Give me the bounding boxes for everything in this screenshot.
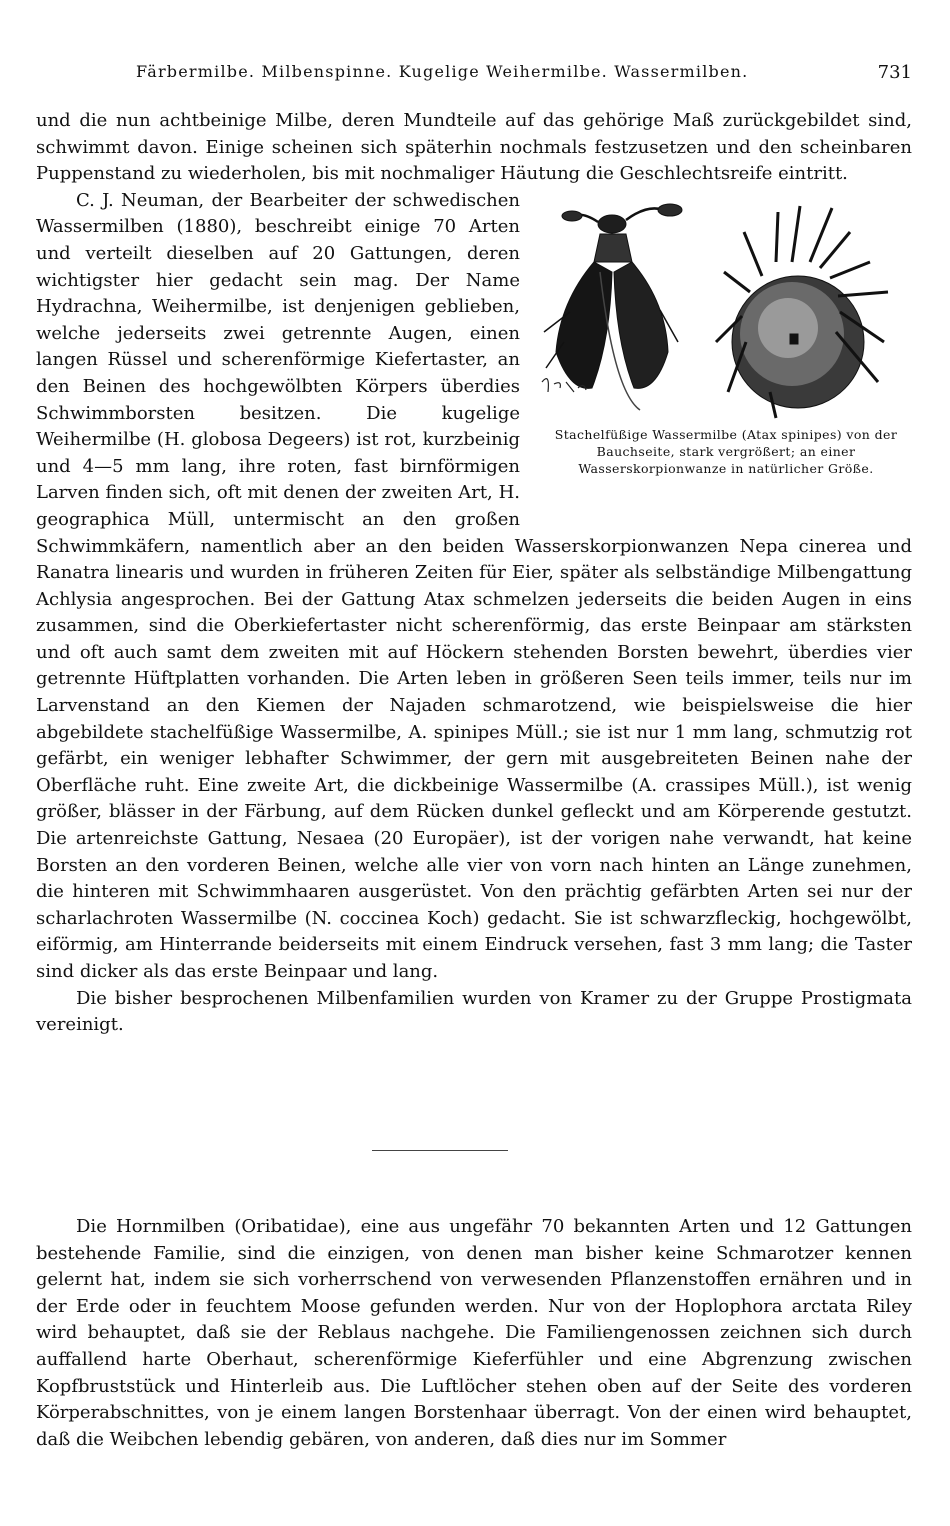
paragraph-4: Die Hornmilben (Oribatidae), eine aus ungefähr 70 bekannten Arten und 12 Gattungen bestehende Familie, sind die einzigen, von denen man bisher keine Schmarotzer kennen gelernt hat, indem sie sich vorherrschend von verwesenden Pflanzenstoffen ernähren und in der Erde oder in feuchtem Moose gefunden werden. Nur von der Hoplophora arctata Riley wird behauptet, daß sie der Reblaus nachgehe. Die Familiengenossen zeichnen sich durch auffallend harte Oberhaut, scherenförmige Kieferfühler und eine Abgrenzung zwischen Kopfbruststück und Hinterleib aus. Die Luftlöcher stehen oben auf der Seite des vorderen Körperabschnittes, von je einem langen Borstenhaar überragt. Von der einen wird behauptet, daß die Weibchen lebendig gebären, von anderen, daß dies nur im Sommer xyxy=(36,1216,912,1450)
page-number: 731 xyxy=(877,62,912,83)
page-header xyxy=(36,62,912,92)
running-head: Färbermilbe. Milbenspinne. Kugelige Weihermilbe. Wassermilben. xyxy=(136,62,749,81)
illustration xyxy=(540,192,912,420)
section-divider xyxy=(372,1150,508,1151)
paragraph-2: C. J. Neuman, der Bearbeiter der schwedischen Wassermilben (1880), beschreibt einige 70 Arten und verteilt dieselben auf 20 Gattungen, deren wichtigster hier gedacht sein mag. Der Name Hydrachna, Weihermilbe, ist denjenigen geblieben, welche jederseits zwei getrennte Augen, einen langen Rüssel und scherenförmige Kiefertaster, an den Beinen des hochgewölbten Körpers überdies Schwimmborsten besitzen. Die kugelige Weihermilbe (H. globosa Degeers) ist rot, kurzbeinig und 4—5 mm lang, ihre roten, fast birnförmigen Larven finden sich, oft mit denen der zweiten Art, H. geographica Müll, untermischt an den großen Schwimmkäfern, namentlich aber an den beiden Wasserskorpionwanzen Nepa cinerea und Ranatra linearis und wurden in früheren Zeiten für Eier, später als selbständige Milbengattung Achlysia angesprochen. Bei der Gattung Atax schmelzen jederseits die beiden Augen in eins zusammen, sind die Oberkiefertaster nicht scherenförmig, das erste Beinpaar am stärksten und oft auch samt dem zweiten mit auf Höckern stehenden Borsten bewehrt, überdies vier getrennte Hüftplatten vorhanden. Die Arten leben in größeren Seen teils immer, teils nur im Larvenstand an den Kiemen der Najaden schmarotzend, wie beispielsweise die hier abgebildete stachelfüßige Wassermilbe, A. spinipes Müll.; sie ist nur 1 mm lang, schmutzig rot gefärbt, ein weniger lebhafter Schwimmer, der gern mit ausgebreiteten Beinen nahe der Oberfläche ruht. Eine zweite Art, die dickbeinige Wassermilbe (A. crassipes Müll.), ist wenig größer, blässer in der Färbung, auf dem Rücken dunkel gefleckt und am Körperende gestutzt. Die artenreichste Gattung, Nesaea (20 Europäer), ist der vorigen nahe verwandt, hat keine Borsten an den vorderen Beinen, welche alle vier von vorn nach hinten an Länge zunehmen, die hinteren mit Schwimmhaaren ausgerüstet. Von den prächtig gefärbten Arten sei nur der scharlachroten Wassermilbe (N. coccinea Koch) gedacht. Sie ist schwarzfleckig, hochgewölbt, eiförmig, am Hinterrande beiderseits mit einem Eindruck versehen, fast 3 mm lang; die Taster sind dicker als das erste Beinpaar und lang. xyxy=(36,189,912,982)
water-scorpion-illustration xyxy=(544,204,682,410)
paragraph-1: und die nun achtbeinige Milbe, deren Mundteile auf das gehörige Maß zurückgebildet sind, schwimmt davon. Einige scheinen sich späterhin nochmals festzusetzen und den scheinbaren Puppenstand zu wiederholen, bis mit nochmaliger Häutung die Geschlechtsreife eintritt. xyxy=(36,110,912,185)
bottom-text xyxy=(36,1214,912,1453)
figure xyxy=(540,192,912,502)
main-text xyxy=(36,108,912,1039)
paragraph-3: Die bisher besprochenen Milbenfamilien wurden von Kramer zu der Gruppe Prostigmata vereinigt. xyxy=(36,987,912,1036)
figure-caption: Stachelfüßige Wassermilbe (Atax spinipes) von der Bauchseite, stark vergrößert; an einer Wasserskorpionwanze in natürlicher Größe. xyxy=(554,426,898,476)
water-mite-illustration xyxy=(716,206,888,418)
